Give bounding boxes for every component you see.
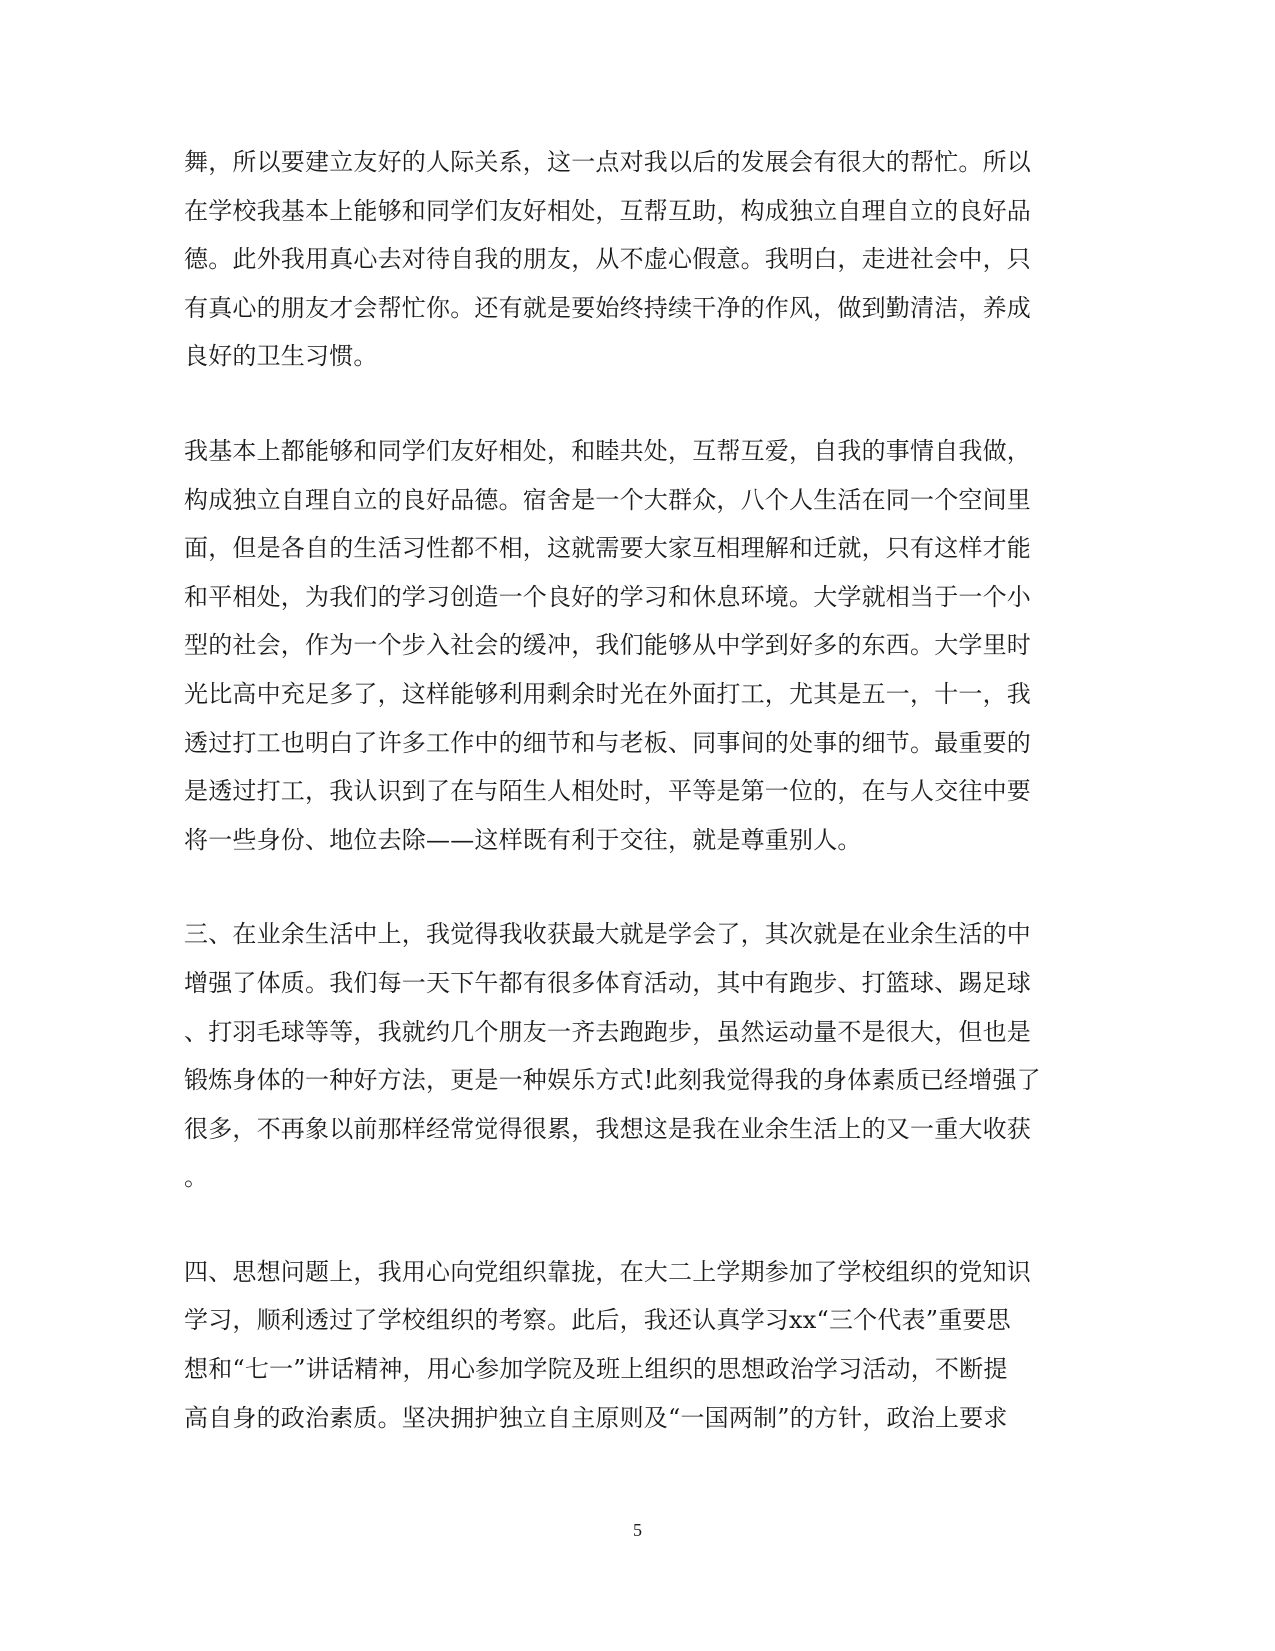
paragraph-4 <box>184 1248 1084 1442</box>
text-line: 想和“七一”讲话精神，用心参加学院及班上组织的思想政治学习活动，不断提 <box>184 1355 1008 1384</box>
text-line: 我基本上都能够和同学们友好相处，和睦共处，互帮互爱，自我的事情自我做， <box>184 436 1031 465</box>
text-line: 四、思想问题上，我用心向党组织靠拢，在大二上学期参加了学校组织的党知识 <box>184 1257 1031 1286</box>
text-line: 很多，不再象以前那样经常觉得很累，我想这是我在业余生活上的又一重大收获 <box>184 1114 1031 1143</box>
paragraph-2 <box>184 427 1084 864</box>
text-line: 三、在业余生活中上，我觉得我收获最大就是学会了，其次就是在业余生活的中 <box>184 920 1031 949</box>
document-body <box>184 138 1084 1488</box>
text-line: 在学校我基本上能够和同学们友好相处，互帮互助，构成独立自理自立的良好品 <box>184 196 1031 225</box>
text-line: 和平相处，为我们的学习创造一个良好的学习和休息环境。大学就相当于一个小 <box>184 582 1031 611</box>
text-line: 良好的卫生习惯。 <box>184 342 378 371</box>
text-line: 光比高中充足多了，这样能够利用剩余时光在外面打工，尤其是五一，十一，我 <box>184 679 1031 708</box>
text-line: 面，但是各自的生活习性都不相，这就需要大家互相理解和迁就，只有这样才能 <box>184 534 1031 563</box>
text-line: 锻炼身体的一种好方法，更是一种娱乐方式!此刻我觉得我的身体素质已经增强了 <box>184 1066 1041 1095</box>
text-line: 、打羽毛球等等，我就约几个朋友一齐去跑跑步，虽然运动量不是很大，但也是 <box>184 1017 1031 1046</box>
text-line: 透过打工也明白了许多工作中的细节和与老板、同事间的处事的细节。最重要的 <box>184 728 1031 757</box>
text-line: 是透过打工，我认识到了在与陌生人相处时，平等是第一位的，在与人交往中要 <box>184 777 1031 806</box>
text-line: 高自身的政治素质。坚决拥护独立自主原则及“一国两制”的方针，政治上要求 <box>184 1403 1008 1432</box>
text-line: 学习，顺利透过了学校组织的考察。此后，我还认真学习xx“三个代表”重要思 <box>184 1306 1011 1335</box>
text-line: 构成独立自理自立的良好品德。宿舍是一个大群众，八个人生活在同一个空间里 <box>184 485 1031 514</box>
text-line: 将一些身份、地位去除——这样既有利于交往，就是尊重别人。 <box>184 825 862 854</box>
text-line: 。 <box>184 1163 209 1192</box>
text-line: 舞，所以要建立友好的人际关系，这一点对我以后的发展会有很大的帮忙。所以 <box>184 148 1031 176</box>
text-line: 型的社会，作为一个步入社会的缓冲，我们能够从中学到好多的东西。大学里时 <box>184 631 1031 660</box>
text-line: 增强了体质。我们每一天下午都有很多体育活动，其中有跑步、打篮球、踢足球 <box>184 968 1031 997</box>
paragraph-1 <box>184 138 1084 381</box>
paragraph-3 <box>184 910 1084 1202</box>
text-line: 有真心的朋友才会帮忙你。还有就是要始终持续干净的作风，做到勤清洁，养成 <box>184 293 1031 322</box>
page-number: 5 <box>633 1520 642 1540</box>
text-line: 德。此外我用真心去对待自我的朋友，从不虚心假意。我明白，走进社会中，只 <box>184 245 1031 274</box>
